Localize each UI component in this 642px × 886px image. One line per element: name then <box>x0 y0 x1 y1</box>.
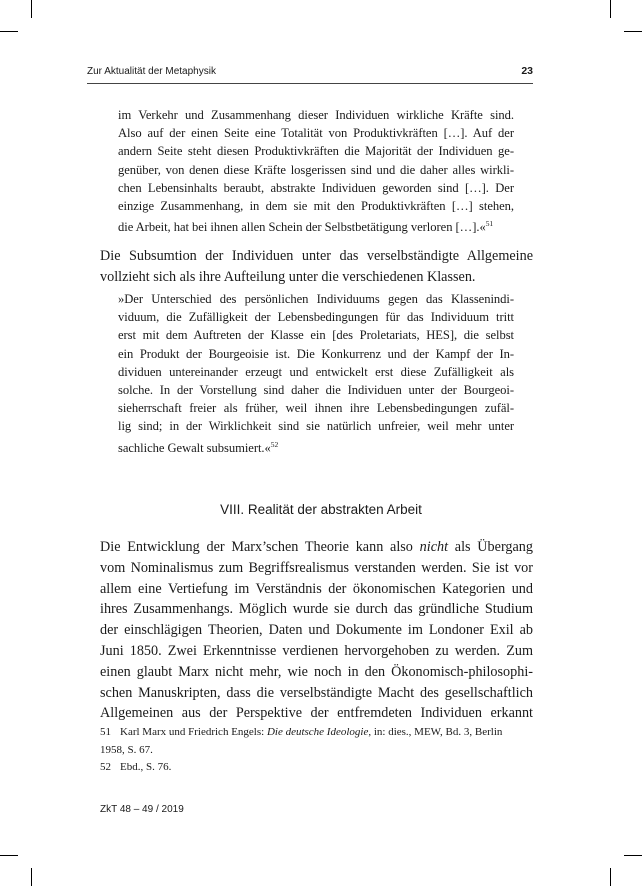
quote-line: viduum, die Zufälligkeit der Lebensbedingungen für das Individuum tritt <box>118 310 514 325</box>
running-title: Zur Aktualität der Metaphysik <box>87 66 216 77</box>
quote-line: dividuen untereinander erzeugt und entwickelt erst diese Zufälligkeit als <box>118 364 514 379</box>
crop-mark <box>610 868 611 886</box>
text-run: als Übergang <box>448 539 533 555</box>
footnotes <box>100 724 533 777</box>
paragraph-line: vom Nominalismus zum Begriffsrealismus verstanden werden. Sie ist vor <box>100 559 533 576</box>
paragraph-line: der einschlägigen Theorien, Daten und Dokumente im Londoner Exil ab <box>100 622 533 639</box>
footnote-ref[interactable]: 52 <box>270 439 279 449</box>
paragraph-line: vollzieht sich als ihre Aufteilung unter die verschiedenen Klassen. <box>100 268 476 285</box>
quote-line: sieherrschaft freier als früher, weil ihnen ihre Lebensbedingungen zufäl- <box>118 401 514 416</box>
quote-line: chen Lebensinhalts beraubt, abstrakte Individuen geworden sind […]. Der <box>118 180 514 195</box>
footnote-text: 1958, S. 67. <box>100 743 153 756</box>
footnote-continuation <box>100 742 533 760</box>
paragraph-line: einen glaubt Marx nicht mehr, wie noch in den Ökonomisch-philosophi- <box>100 663 533 680</box>
running-header <box>87 64 533 80</box>
crop-mark <box>0 855 18 856</box>
quote-line: »Der Unterschied des persönlichen Individuums gegen das Klassenindi- <box>118 292 514 306</box>
paragraph-line: Juni 1850. Zwei Erkenntnisse verdienen hervorgehoben zu werden. Zum <box>100 642 533 659</box>
paragraph-line: schen Manuskripten, dass die verselbständigte Macht des gesellschaftlich <box>100 684 533 701</box>
header-rule <box>87 83 533 84</box>
journal-footer: ZkT 48 – 49 / 2019 <box>100 804 184 815</box>
quote-line: erst mit dem Auftreten der Klasse ein [des Proletariats, HES], die selbst <box>118 328 514 343</box>
block-quote <box>118 106 514 233</box>
footnote-ref[interactable]: 51 <box>485 219 494 229</box>
paragraph-line <box>100 537 533 558</box>
body-paragraph <box>100 537 533 724</box>
crop-mark <box>624 855 642 856</box>
quote-line: sachliche Gewalt subsumiert.« <box>118 440 271 455</box>
section-heading: VIII. Realität der abstrakten Arbeit <box>220 502 422 517</box>
footnote-text: Ebd., S. 76. <box>120 761 172 773</box>
crop-mark <box>31 868 32 886</box>
paragraph-line: Die Subsumtion der Individuen unter das verselbständigte Allgemeine <box>100 248 533 264</box>
paragraph-line: allem eine Vertiefung im Verständnis der ökonomischen Kategorien und <box>100 580 533 597</box>
footnote-title: Die deutsche Ideologie <box>266 726 369 738</box>
block-quote <box>118 290 514 454</box>
crop-mark <box>0 31 18 32</box>
crop-mark <box>624 31 642 32</box>
footnote <box>100 724 533 742</box>
footnote-number: 51 <box>100 726 111 738</box>
quote-line: solche. In der Vorstellung sind daher die Individuen unter der Bourgeoi- <box>118 382 514 397</box>
quote-line: die Arbeit, hat bei ihnen allen Schein der Selbstbetätigung verloren […].« <box>118 220 486 235</box>
paragraph-line: Allgemeinen aus der Perspektive der entfremdeten Individuen erkannt <box>100 705 533 722</box>
quote-line-last <box>118 215 514 233</box>
emphasis: nicht <box>419 539 449 555</box>
footnote-number: 52 <box>100 761 111 773</box>
quote-line: Also auf der einen Seite eine Totalität von Produktivkräften […]. Auf der <box>118 126 514 141</box>
text-run: Die Entwicklung der Marx’schen Theorie kann also <box>100 539 420 555</box>
crop-mark <box>31 0 32 18</box>
footnote-text: , in: dies., MEW, Bd. 3, Berlin <box>368 726 503 738</box>
footnote-text: Karl Marx und Friedrich Engels: <box>120 726 267 738</box>
page-number: 23 <box>521 65 533 77</box>
quote-line: lig sind; in der Wirklichkeit sind sie natürlich unfreier, weil mehr unter <box>118 419 514 434</box>
body-paragraph <box>100 246 533 288</box>
quote-line: einzige Zusammenhang, in dem sie mit den Produktivkräften […] stehen, <box>118 198 514 213</box>
paragraph-line: ihres Zusammenhangs. Möglich wurde sie durch das gründliche Studium <box>100 601 533 618</box>
quote-line: ein Produkt der Bourgeoisie ist. Die Konkurrenz und der Kampf der In- <box>118 346 514 361</box>
crop-mark <box>610 0 611 18</box>
quote-line: genüber, von denen diese Kräfte losgerissen sind und die daher alles wirkli- <box>118 162 514 177</box>
quote-line: andern Seite steht diesen Produktivkräften die Majorität der Individuen ge- <box>118 144 514 159</box>
quote-line: im Verkehr und Zusammenhang dieser Individuen wirkliche Kräfte sind. <box>118 108 514 122</box>
quote-line-last <box>118 436 514 454</box>
footnote <box>100 759 533 777</box>
